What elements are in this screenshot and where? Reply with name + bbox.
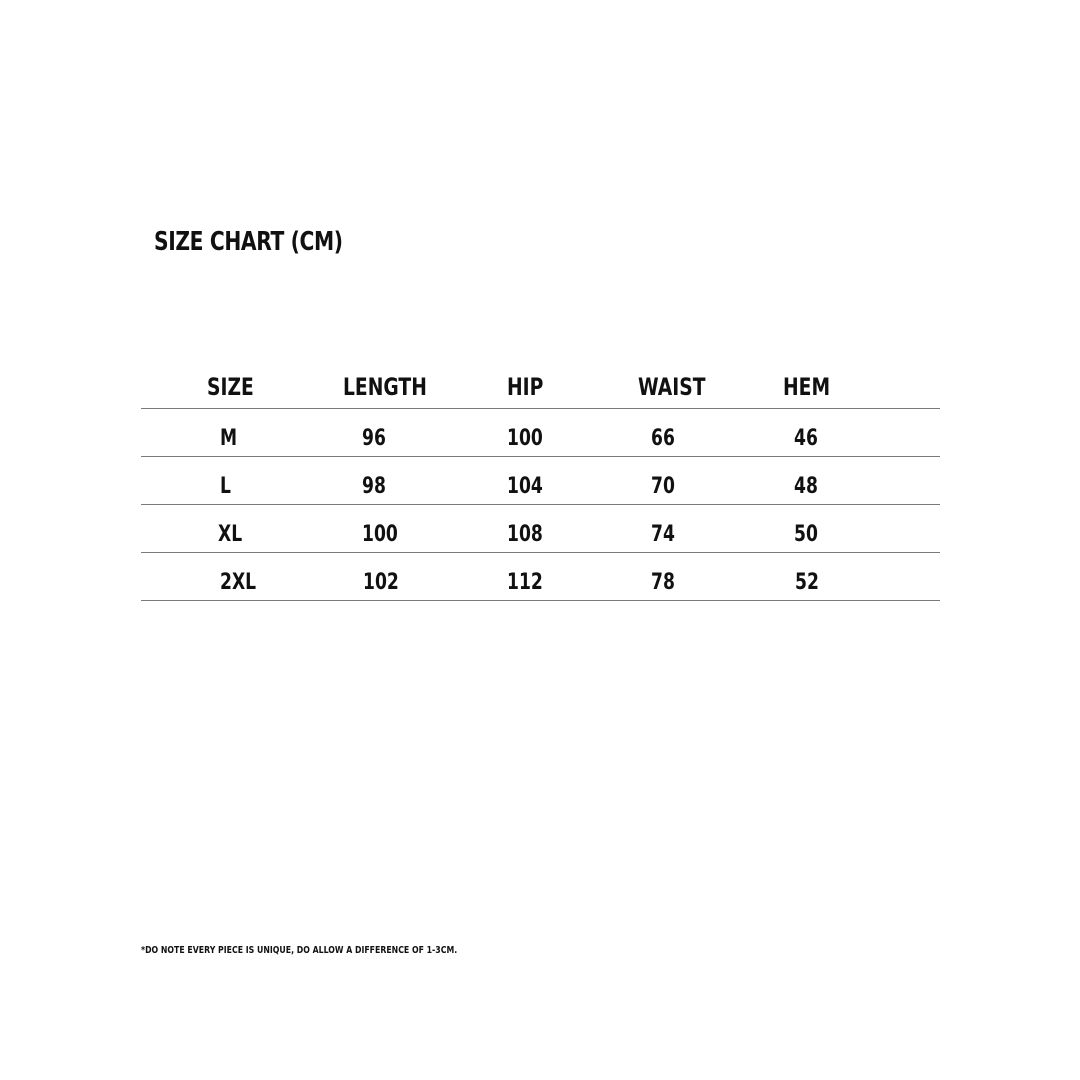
table-row (141, 409, 940, 457)
column-header-size: SIZE (207, 373, 254, 401)
cell-length: 102 (363, 570, 399, 595)
table-row (141, 553, 940, 601)
column-header-hip: HIP (507, 373, 544, 401)
size-chart-table (141, 360, 940, 601)
cell-size: XL (218, 522, 243, 547)
cell-size: L (220, 474, 231, 499)
column-header-waist: WAIST (638, 373, 706, 401)
cell-size: 2XL (220, 570, 257, 595)
cell-hem: 48 (794, 474, 818, 499)
cell-hip: 108 (507, 522, 543, 547)
cell-waist: 78 (651, 570, 675, 595)
cell-length: 98 (362, 474, 386, 499)
column-header-hem: HEM (783, 373, 831, 401)
page-title: SIZE CHART (CM) (154, 227, 343, 257)
table-row (141, 505, 940, 553)
cell-hem: 50 (794, 522, 818, 547)
column-header-length: LENGTH (343, 373, 427, 401)
cell-length: 96 (362, 426, 386, 451)
cell-hip: 100 (507, 426, 543, 451)
cell-hip: 112 (507, 570, 543, 595)
cell-size: M (220, 426, 238, 451)
cell-hem: 46 (794, 426, 818, 451)
footnote: *DO NOTE EVERY PIECE IS UNIQUE, DO ALLOW A DIFFERENCE OF 1-3CM. (141, 945, 458, 956)
cell-hip: 104 (507, 474, 543, 499)
cell-hem: 52 (795, 570, 819, 595)
cell-waist: 74 (651, 522, 675, 547)
cell-waist: 70 (651, 474, 675, 499)
table-header-row (141, 360, 940, 409)
cell-waist: 66 (651, 426, 675, 451)
cell-length: 100 (362, 522, 398, 547)
table-row (141, 457, 940, 505)
